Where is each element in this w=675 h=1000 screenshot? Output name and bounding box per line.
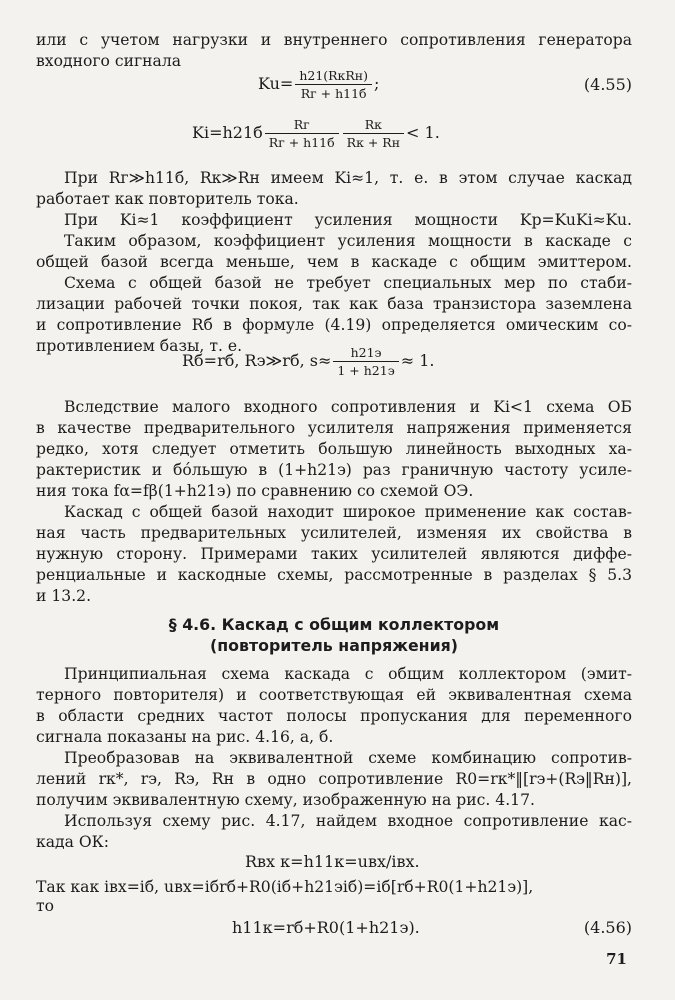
text-line: При Ki≈1 коэффициент усиления мощности Kp=KuKi≈Ku. (64, 211, 632, 229)
equation-number-4-55: (4.55) (583, 75, 632, 94)
text-line: Преобразовав на эквивалентной схеме комбинацию сопротив- (64, 749, 632, 767)
text-line: када ОК: (36, 833, 110, 851)
text-line: терного повторителя) и соответствующая ей эквивалентная схема (36, 686, 632, 704)
formula-ki: Ki=h21б Rг Rг + h11б Rк Rк + Rн < 1. (192, 117, 440, 150)
text-line: входного сигнала (36, 52, 182, 70)
text-line: ния тока fα=fβ(1+h21э) по сравнению со схемой ОЭ. (36, 482, 474, 500)
text-line: лизации рабочей точки покоя, так как база транзистора заземлена (36, 295, 632, 313)
text-line: в области средних частот полосы пропускания для переменного (36, 707, 632, 725)
text-line: При Rг≫h11б, Rк≫Rн имеем Ki≈1, т. е. в этом случае каскад (64, 169, 632, 187)
formula-input-resistance: Rвх к=h11к=uвх/iвх. (245, 852, 420, 871)
text-line: редко, хотя следует отметить большую линейность выходных ха- (36, 440, 632, 458)
text-line: получим эквивалентную схему, изображенную на рис. 4.17. (36, 791, 535, 809)
section-heading: § 4.6. Каскад с общим коллектором (168, 615, 500, 634)
text-line: Вследствие малого входного сопротивления и Ki<1 схема ОБ (64, 398, 632, 416)
text-line: в качестве предварительного усилителя напряжения применяется (36, 419, 632, 437)
text-line: и сопротивление Rб в формуле (4.19) определяется омическим со- (36, 316, 632, 334)
text-line: нужную сторону. Примерами таких усилителей являются диффе- (36, 545, 632, 563)
text-line: то (36, 897, 55, 915)
text-line: сигнала показаны на рис. 4.16, а, б. (36, 728, 334, 746)
text-line: Схема с общей базой не требует специальных мер по стаби- (64, 274, 632, 292)
text-line: общей базой всегда меньше, чем в каскаде с общим эмиттером. (36, 253, 632, 271)
text-line: Каскад с общей базой находит широкое применение как состав- (64, 503, 632, 521)
text-line: ная часть предварительных усилителей, изменяя их свойства в (36, 524, 632, 542)
section-subheading: (повторитель напряжения) (209, 636, 458, 655)
text-line: рактеристик и бо́льшую в (1+h21э) раз граничную частоту усиле- (36, 461, 632, 479)
formula-4-55: Ku= h21(RкRн) Rг + h11б ; (258, 68, 380, 101)
formula-rb: Rб=rб, Rэ≫rб, s≈ h21э 1 + h21э ≈ 1. (182, 345, 435, 378)
text-line: лений rк*, rэ, Rэ, Rн в одно сопротивление R0=rк*‖[rэ+(Rэ‖Rн)], (36, 770, 632, 788)
text-line: или с учетом нагрузки и внутреннего сопротивления генератора (36, 31, 632, 49)
text-line: Используя схему рис. 4.17, найдем входное сопротивление кас- (64, 812, 632, 830)
text-line: противлением базы, т. е. (36, 337, 243, 355)
text-line: работает как повторитель тока. (36, 190, 299, 208)
text-line: Принципиальная схема каскада с общим коллектором (эмит- (64, 665, 632, 683)
text-line: Таким образом, коэффициент усиления мощности в каскаде с (64, 232, 632, 250)
page-number: 71 (606, 950, 627, 968)
equation-number-4-56: (4.56) (583, 918, 632, 937)
formula-4-56: h11к=rб+R0(1+h21э). (232, 918, 420, 937)
text-line: ренциальные и каскодные схемы, рассмотренные в разделах § 5.3 (36, 566, 632, 584)
text-line: и 13.2. (36, 587, 92, 605)
text-line: Так как iвх=iб, uвх=iбrб+R0(iб+h21эiб)=iб[rб+R0(1+h21э)], (36, 878, 534, 896)
